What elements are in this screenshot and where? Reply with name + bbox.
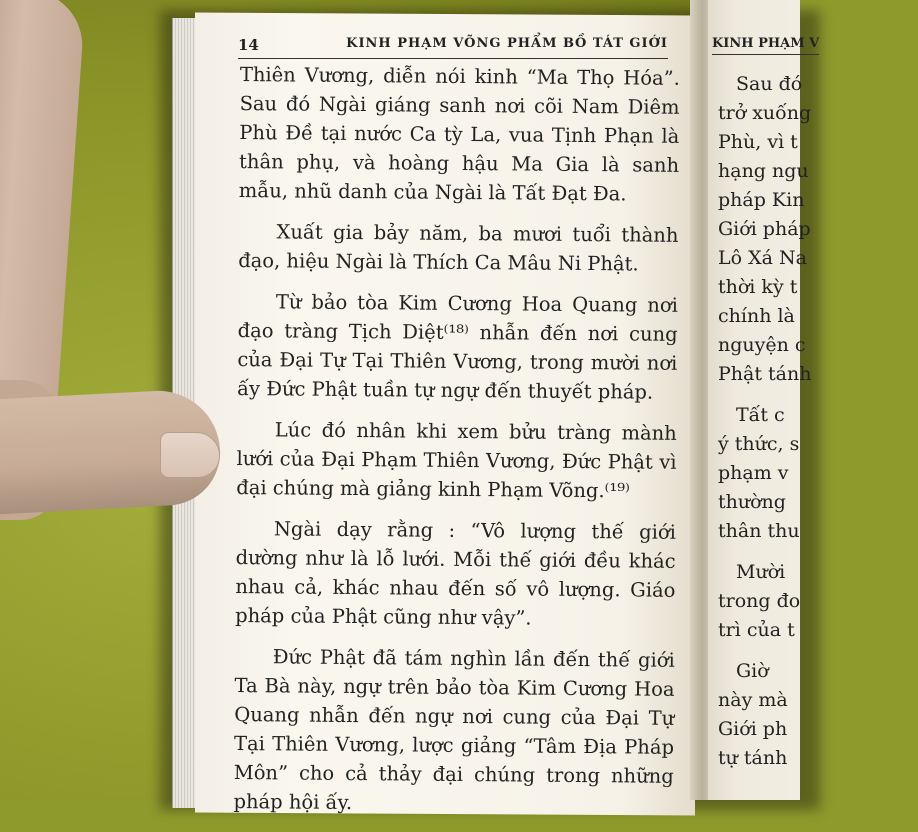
right-line: pháp Kin [718,189,805,211]
right-page-body [718,70,918,773]
right-line: thời kỳ t [718,276,798,298]
right-paragraph-gap [718,546,918,558]
right-page-header: KINH PHẠM V [712,36,819,55]
paragraph-1: Thiên Vương, diễn nói kinh “Ma Thọ Hóa”. Sau đó Ngài giáng sanh nơi cõi Nam Diêm Phù Đề tại nước Ca tỳ La, vua Tịnh Phạn là thân phụ, và hoàng hậu Ma Gia là sanh mẫu, nhũ danh của Ngài là Tất Đạt Đa. [238,62,680,206]
right-line: chính là [718,305,795,327]
right-line: Giờ [736,660,769,682]
right-line: nguyện c [718,334,806,356]
right-line: Giới pháp [718,218,811,240]
right-paragraph-gap [718,389,918,401]
right-line: hạng ngu [718,160,809,182]
paragraph-2: Xuất gia bảy năm, ba mươi tuổi thành đạo, hiệu Ngài là Thích Ca Mâu Ni Phật. [238,220,679,276]
right-line: Phật tánh [718,363,812,385]
left-page-body [233,60,680,832]
paragraph-4: Lúc đó nhân khi xem bửu tràng mành lưới của Đại Phạm Thiên Vương, Đức Phật vì đại chúng mà giảng kinh Phạm Võng.⁽¹⁹⁾ [236,418,677,503]
right-line: Mười [736,561,786,583]
right-line: Lô Xá Na [718,247,807,269]
paragraph-6: Đức Phật đã tám nghìn lần đến thế giới Ta Bà này, ngự trên bảo tòa Kim Cương Hoa Quang nhẫn đến ngự nơi cung của Đại Tự Tại Thiên Vương, lược giảng “Tâm Địa Pháp Môn” cho cả thảy đại chúng trong những pháp hội ấy. [233,645,675,815]
paragraph-5: Ngài dạy rằng : “Vô lượng thế giới dường như là lỗ lưới. Mỗi thế giới đều khác nhau cả, khác nhau đến số vô lượng. Giáo pháp của Phật cũng như vậy”. [235,517,676,630]
paragraph-3: Từ bảo tòa Kim Cương Hoa Quang nơi đạo tràng Tịch Diệt⁽¹⁸⁾ nhẫn đến nơi cung của Đại Tự Tại Thiên Vương, trong mười nơi ấy Đức Phật tuần tự ngự đến thuyết pháp. [237,290,678,404]
page-number: 14 [238,36,259,54]
right-line: tự tánh [718,747,788,769]
right-line: trong đo [718,590,801,612]
right-line: Sau đó [736,73,803,95]
running-title: KINH PHẠM VÕNG PHẨM BỒ TÁT GIỚI [346,36,668,51]
thumb-nail [160,432,220,478]
left-page-header [238,32,668,59]
right-line: Tất c [736,404,785,426]
right-line: trì của t [718,619,795,641]
right-line: Phù, vì t [718,131,798,153]
right-paragraph-gap [718,645,918,657]
right-line: trở xuống [718,102,812,124]
right-line: phạm v [718,462,789,484]
right-line: ý thức, s [718,433,800,455]
right-line: này mà [718,689,788,711]
right-line: thường [718,491,786,513]
right-line: Giới ph [718,718,788,740]
right-line: thân thu [718,520,800,542]
